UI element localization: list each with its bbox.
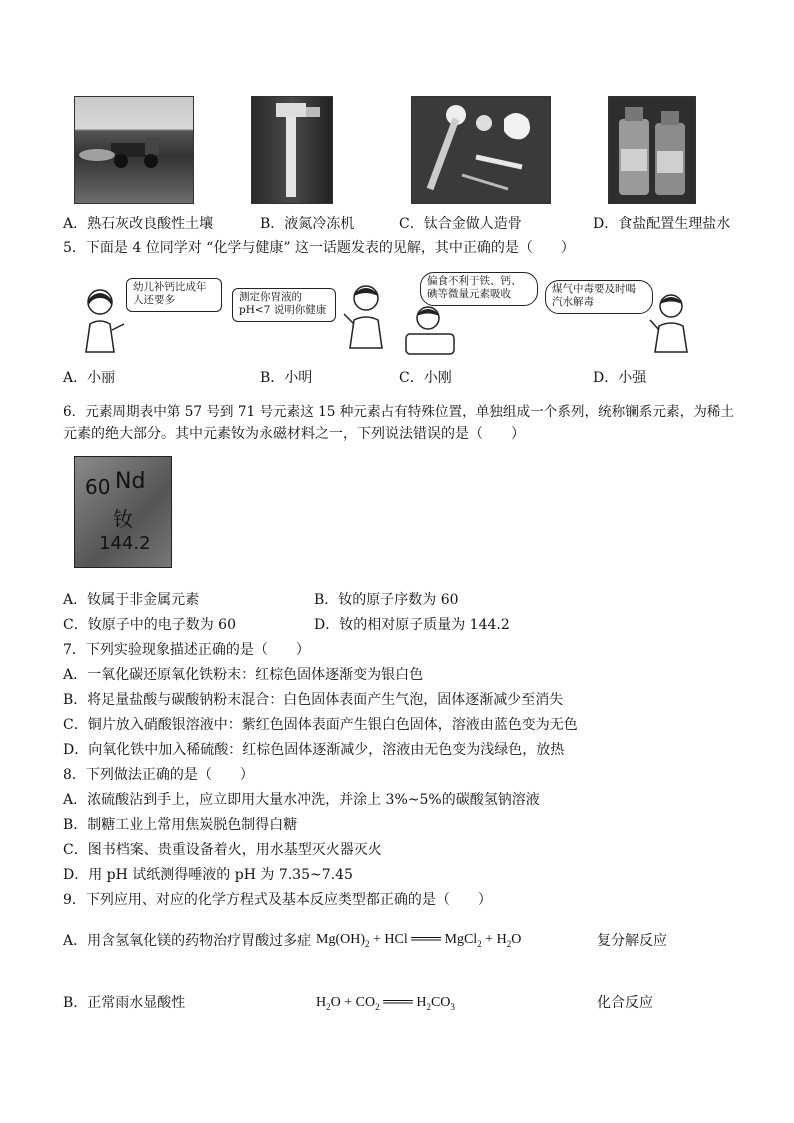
q6-option-c: C．钕原子中的电子数为 60 xyxy=(63,617,236,633)
element-name: 钕 xyxy=(113,507,133,531)
q7-option-a: A．一氧化碳还原氧化铁粉末：红棕色固体逐渐变为银白色 xyxy=(63,667,424,683)
boy-xiaogang-icon xyxy=(402,304,458,356)
q9-row-a-label: A．用含氢氧化镁的药物治疗胃酸过多症 xyxy=(63,933,312,949)
q9-row-a-equation: $Mg(OH)_2$ + HCl ═══ MgCl$_2$ + $H_2O$ xyxy=(316,932,522,949)
girl-xiaoli-icon xyxy=(74,286,126,354)
photo-titanium-bone xyxy=(411,96,551,204)
tractor-icon xyxy=(75,97,193,203)
q6-option-d: D．钕的相对原子质量为 144.2 xyxy=(314,617,510,633)
q8-option-d: D．用 pH 试纸测得唾液的 pH 为 7.35~7.45 xyxy=(63,867,353,883)
photo-saline-bottles xyxy=(608,96,696,204)
q6-question-line2: 元素的绝大部分。其中元素钕为永磁材料之一，下列说法错误的是（ ） xyxy=(63,426,525,442)
q5-option-d: D．小强 xyxy=(593,370,647,386)
bubble-xiaoming: 测定你胃液的pH<7 说明你健康 xyxy=(232,288,336,322)
q7-question: 7．下列实验现象描述正确的是（ ） xyxy=(63,642,310,658)
photo-liquid-nitrogen xyxy=(251,96,333,204)
element-number: 60 xyxy=(85,475,111,499)
cryo-machine-icon xyxy=(252,97,332,203)
bone-implant-icon xyxy=(412,97,550,203)
q9-row-b-label: B．正常雨水显酸性 xyxy=(63,995,186,1011)
bubble-xiaogang: 偏食不利于铁、钙、碘等微量元素吸收 xyxy=(420,272,538,306)
boy-xiaoqiang-icon xyxy=(646,290,696,354)
q7-option-b: B．将足量盐酸与碳酸钠粉末混合：白色固体表面产生气泡，固体逐渐减少至消失 xyxy=(63,692,564,708)
q4-caption-c: C．钛合金做人造骨 xyxy=(399,216,522,232)
q8-option-c: C．图书档案、贵重设备着火，用水基型灭火器灭火 xyxy=(63,842,382,858)
q4-caption-d: D．食盐配置生理盐水 xyxy=(593,216,731,232)
q5-question: 5．下面是 4 位同学对 “化学与健康” 这一话题发表的见解，其中正确的是（ ） xyxy=(63,240,575,256)
element-mass: 144.2 xyxy=(99,533,151,554)
q5-option-a: A．小丽 xyxy=(63,370,116,386)
q9-row-b-equation: $H_2O + CO_2$ ═══ $H_2CO_3$ xyxy=(316,995,455,1012)
q6-option-b: B．钕的原子序数为 60 xyxy=(314,592,459,608)
q4-caption-b: B．液氮冷冻机 xyxy=(260,216,355,232)
boy-xiaoming-icon xyxy=(340,280,392,350)
q5-option-b: B．小明 xyxy=(260,370,313,386)
q9-row-b-type: 化合反应 xyxy=(597,995,653,1011)
bubble-xiaoqiang: 煤气中毒要及时喝汽水解毒 xyxy=(545,280,653,314)
q8-option-b: B．制糖工业上常用焦炭脱色制得白糖 xyxy=(63,817,298,833)
element-symbol: Nd xyxy=(115,469,146,494)
photo-farm-tractor xyxy=(74,96,194,204)
q8-question: 8．下列做法正确的是（ ） xyxy=(63,767,254,783)
q4-caption-a: A．熟石灰改良酸性土壤 xyxy=(63,216,214,232)
q6-question-line1: 6．元素周期表中第 57 号到 71 号元素这 15 种元素占有特殊位置，单独组成一个系列，统称镧系元素，为稀土 xyxy=(63,404,734,420)
q5-option-c: C．小刚 xyxy=(399,370,452,386)
bubble-xiaoli: 幼儿补钙比成年人还要多 xyxy=(126,278,222,312)
q7-option-d: D．向氧化铁中加入稀硫酸：红棕色固体逐渐减少，溶液由无色变为浅绿色，放热 xyxy=(63,742,565,758)
q9-row-a-type: 复分解反应 xyxy=(597,933,667,949)
q7-option-c: C．铜片放入硝酸银溶液中：紫红色固体表面产生银白色固体，溶液由蓝色变为无色 xyxy=(63,717,578,733)
element-card-nd xyxy=(74,456,172,568)
q6-option-a: A．钕属于非金属元素 xyxy=(63,592,200,608)
q9-question: 9．下列应用、对应的化学方程式及基本反应类型都正确的是（ ） xyxy=(63,892,492,908)
saline-bottle-icon xyxy=(609,97,695,203)
q8-option-a: A．浓硫酸沾到手上，应立即用大量水冲洗，并涂上 3%~5%的碳酸氢钠溶液 xyxy=(63,792,540,808)
